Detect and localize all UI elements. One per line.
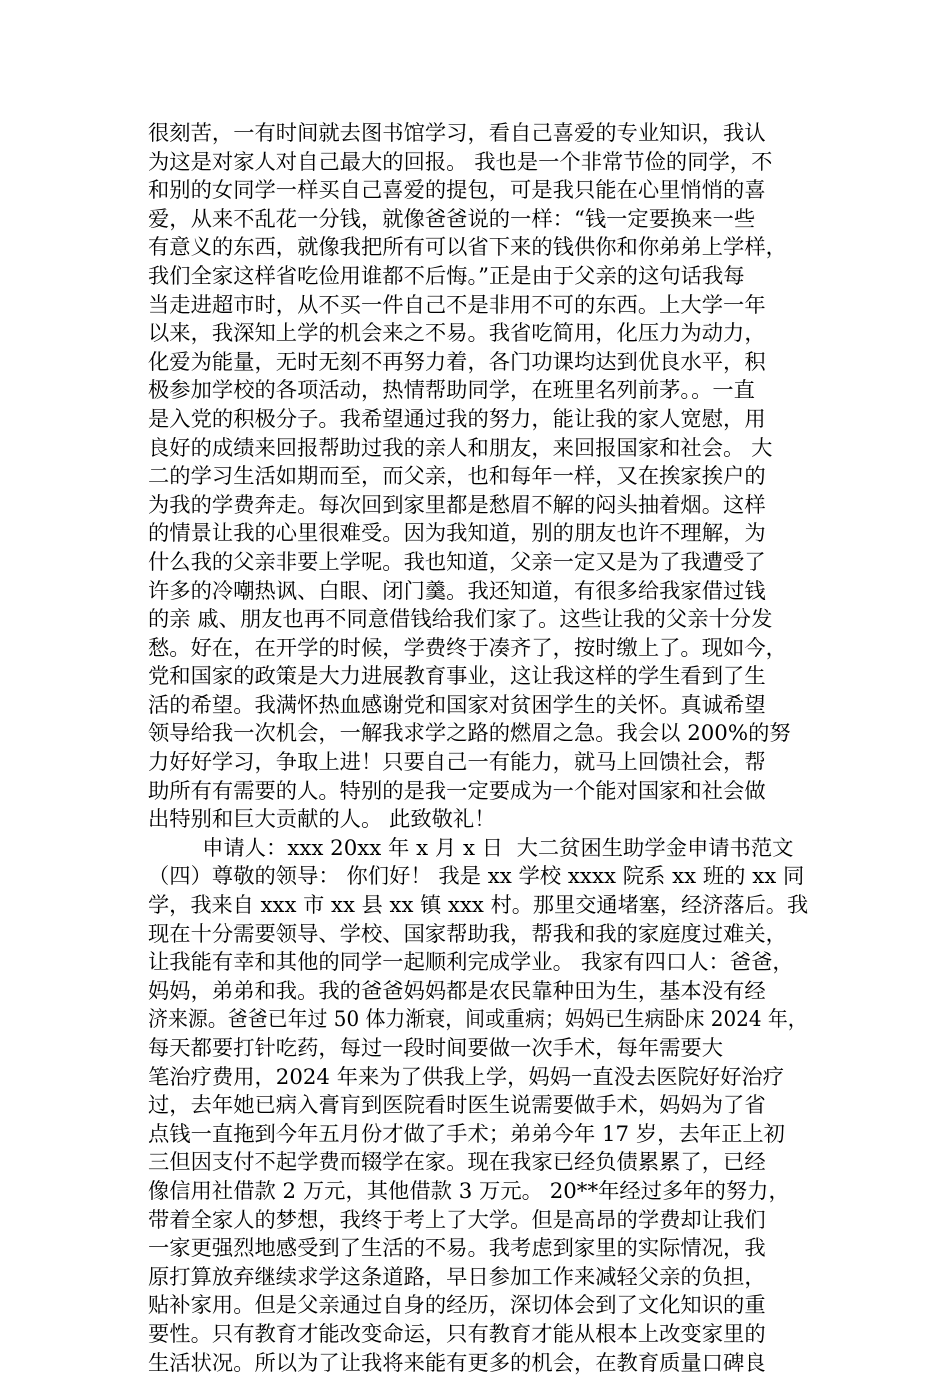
text-line: 一家更强烈地感受到了生活的不易。我考虑到家里的实际情况，我 [148, 1236, 766, 1262]
text-line: 是入党的积极分子。我希望通过我的努力，能让我的家人宽慰，用 [148, 406, 766, 432]
text-line: 出特别和巨大贡献的人。 此致敬礼！ [148, 807, 496, 833]
text-line: 每天都要打针吃药，每过一段时间要做一次手术，每年需要大 [148, 1036, 724, 1061]
text-line: 助所有有需要的人。特别的是我一定要成为一个能对国家和社会做 [148, 778, 766, 804]
text-line: 笔治疗费用，2024 年来为了供我上学，妈妈一直没去医院好好治疗 [148, 1064, 784, 1090]
text-line: 点钱一直拖到今年五月份才做了手术；弟弟今年 17 岁，去年正上初 [148, 1121, 785, 1147]
text-line: 的情景让我的心里很难受。因为我知道，别的朋友也许不理解，为 [148, 521, 766, 547]
text-line: 什么我的父亲非要上学呢。我也知道，父亲一定又是为了我遭受了 [148, 549, 766, 575]
text-line: 愁。好在，在开学的时候，学费终于凑齐了，按时缴上了。现如今， [148, 635, 787, 661]
text-line: 领导给我一次机会，一解我求学之路的燃眉之急。我会以 200%的努 [148, 721, 791, 747]
text-line: 让我能有幸和其他的同学一起顺利完成学业。 我家有四口人：爸爸， [148, 950, 794, 976]
text-line: 许多的冷嘲热讽、白眼、闭门羹。我还知道，有很多给我家借过钱 [148, 578, 766, 604]
text-line: 贴补家用。但是父亲通过自身的经历，深切体会到了文化知识的重 [148, 1293, 766, 1319]
text-line: 活的希望。我满怀热血感谢党和国家对贫困学生的关怀。真诚希望 [148, 692, 766, 718]
text-line: 力好好学习，争取上进！只要自己一有能力，就马上回馈社会，帮 [148, 750, 766, 776]
text-line: 妈妈，弟弟和我。我的爸爸妈妈都是农民靠种田为生，基本没有经 [148, 978, 766, 1004]
text-line: 极参加学校的各项活动，热情帮助同学，在班里名列前茅。。一直 [148, 378, 755, 404]
text-line: 原打算放弃继续求学这条道路，早日参加工作来减轻父亲的负担， [148, 1264, 766, 1290]
text-line: 党和国家的政策是大力进展教育事业，这让我这样的学生看到了生 [148, 664, 766, 690]
text-line: 生活状况。所以为了让我将来能有更多的机会，在教育质量口碑良 [148, 1350, 766, 1376]
text-line: 很刻苦，一有时间就去图书馆学习，看自己喜爱的专业知识，我认 [148, 121, 766, 146]
text-line: 三但因支付不起学费而辍学在家。现在我家已经负债累累了，已经 [148, 1150, 766, 1176]
text-line: 爱，从来不乱花一分钱，就像爸爸说的一样：“钱一定要换来一些 [148, 206, 756, 232]
text-line: 过，去年她已病入膏肓到医院看时医生说需要做手术，妈妈为了省 [148, 1093, 766, 1119]
text-line: 为我的学费奔走。每次回到家里都是愁眉不解的闷头抽着烟。这样 [148, 492, 766, 518]
body-text [148, 120, 808, 1378]
text-line: 化爱为能量，无时无刻不再努力着，各门功课均达到优良水平，积 [148, 349, 766, 375]
text-line: 现在十分需要领导、学校、国家帮助我，帮我和我的家庭度过难关， [148, 921, 787, 947]
text-line: 要性。只有教育才能改变命运，只有教育才能从根本上改变家里的 [148, 1321, 766, 1347]
text-line: 像信用社借款 2 万元，其他借款 3 万元。 20**年经过多年的努力， [148, 1178, 790, 1204]
text-line: 有意义的东西，就像我把所有可以省下来的钱供你和你弟弟上学样， [148, 235, 787, 261]
text-line: 和别的女同学一样买自己喜爱的提包，可是我只能在心里悄悄的喜 [148, 178, 766, 204]
text-line: 济来源。爸爸已年过 50 体力渐衰，间或重病；妈妈已生病卧床 2024 年， [148, 1007, 808, 1033]
text-line: 为这是对家人对自己最大的回报。 我也是一个非常节俭的同学，不 [148, 149, 773, 175]
text-line: （四）尊敬的领导： 你们好！ 我是 xx 学校 xxxx 院系 xx 班的 xx 同 [148, 864, 805, 890]
text-line: 申请人：xxx 20xx 年 x 月 x 日 大二贫困生助学金申请书范文 [148, 835, 794, 861]
text-line: 我们全家这样省吃俭用谁都不后悔。”正是由于父亲的这句话我每 [148, 263, 745, 289]
text-line: 良好的成绩来回报帮助过我的亲人和朋友，来回报国家和社会。 大 [148, 435, 773, 461]
text-line: 二的学习生活如期而至，而父亲，也和每年一样，又在挨家挨户的 [148, 464, 766, 490]
text-line: 当走进超市时，从不买一件自己不是非用不可的东西。上大学一年 [148, 292, 766, 318]
text-line: 带着全家人的梦想，我终于考上了大学。但是高昂的学费却让我们 [148, 1207, 766, 1233]
text-line: 学，我来自 xxx 市 xx 县 xx 镇 xxx 村。那里交通堵塞，经济落后。我 [148, 893, 809, 919]
text-line: 以来，我深知上学的机会来之不易。我省吃简用，化压力为动力， [148, 321, 766, 347]
text-line: 的亲 戚、朋友也再不同意借钱给我们家了。这些让我的父亲十分发 [148, 607, 773, 633]
